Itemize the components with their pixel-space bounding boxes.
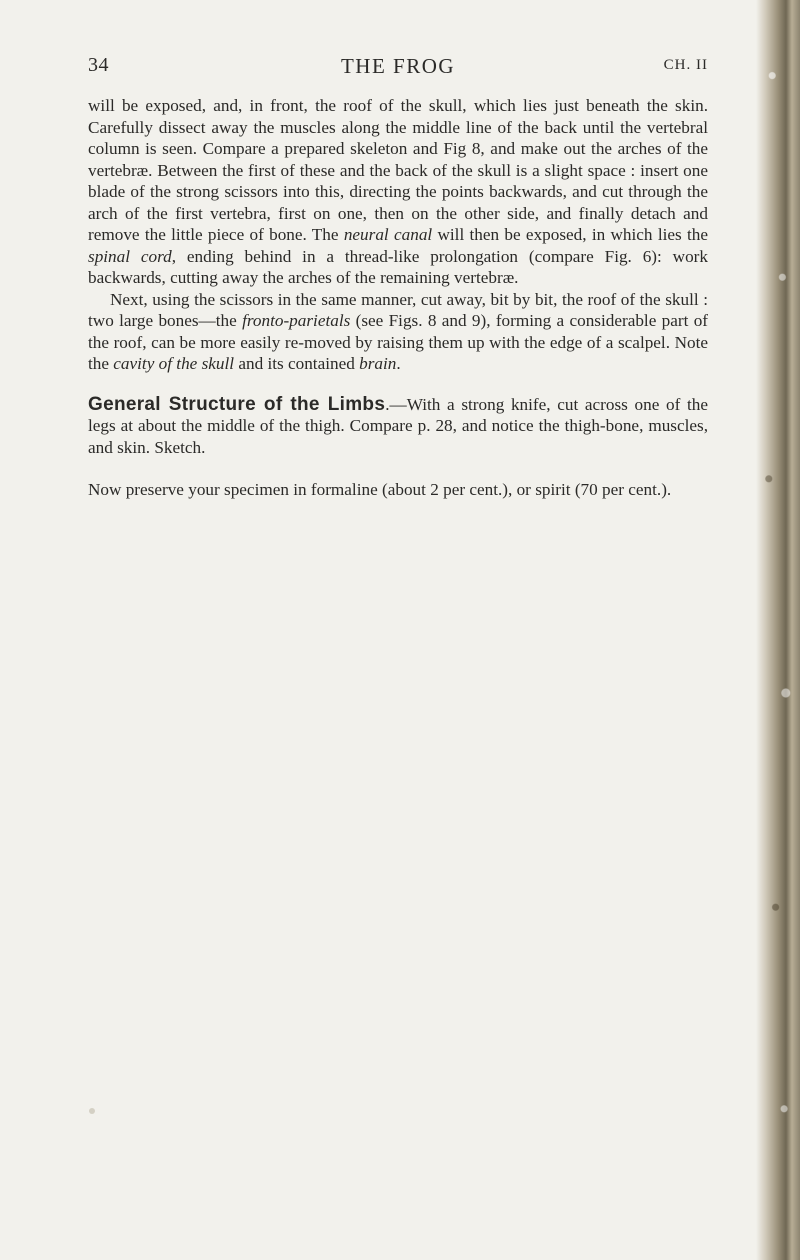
text-run: , ending behind in a thread-like prolongation (compare Fig. 6): work backwards, cutting away the arches of the remaining vertebræ. [88,246,708,287]
text-run: Next, using the scissors in the same manner, cut away, bit by bit, the roof of the skull : two large bones—the [88,289,708,330]
running-header [88,54,708,84]
chapter-label: CH. II [663,57,708,73]
running-title: THE FROG [340,54,456,78]
term-fronto-parietals: fronto-parietals [242,311,351,330]
page-number: 34 [88,54,109,76]
page-edge-wear [762,0,796,1260]
text-run: (see Figs. 8 and 9), forming a considerable part of the roof, can be more easily re-moved by raising them up with the edge of a scalpel. Note the [88,311,709,373]
paper-speck [89,1108,95,1114]
text-run: Now preserve your specimen in formaline (about 2 per cent.), or spirit (70 per cent.). [88,480,672,499]
section-heading: General Structure of the Limbs [88,393,386,415]
body-text [88,95,708,501]
term-cavity-of-skull: cavity of the skull [113,354,235,373]
term-brain: brain [359,354,397,373]
paragraph-3 [88,394,708,459]
paragraph-2 [88,289,708,375]
paragraph-4 [88,479,708,501]
paragraph-1 [88,95,708,289]
text-run: . [396,354,401,373]
text-run: will then be exposed, in which lies the [432,225,708,244]
text-run: will be exposed, and, in front, the roof of the skull, which lies just beneath the skin. Carefully dissect away the muscles along the middle line of the back until the vertebral column is seen. Compare a prepared skeleton and Fig 8, and make out the arches of the vertebræ. Between the first of these and the back of the skull is a slight space : insert one blade of the strong scissors into this, directing the points backwards, and cut through the arch of the first vertebra, first on one, then on the other side, and finally detach and remove the little piece of bone. The [88,96,708,244]
text-run: and its contained [234,354,360,373]
term-neural-canal: neural canal [343,225,433,244]
text-run: .—With a strong knife, cut across one of the legs at about the middle of the thigh. Compare p. 28, and notice the thigh-bone, muscles, and skin. Sketch. [88,394,708,457]
term-spinal-cord: spinal cord [88,246,172,266]
